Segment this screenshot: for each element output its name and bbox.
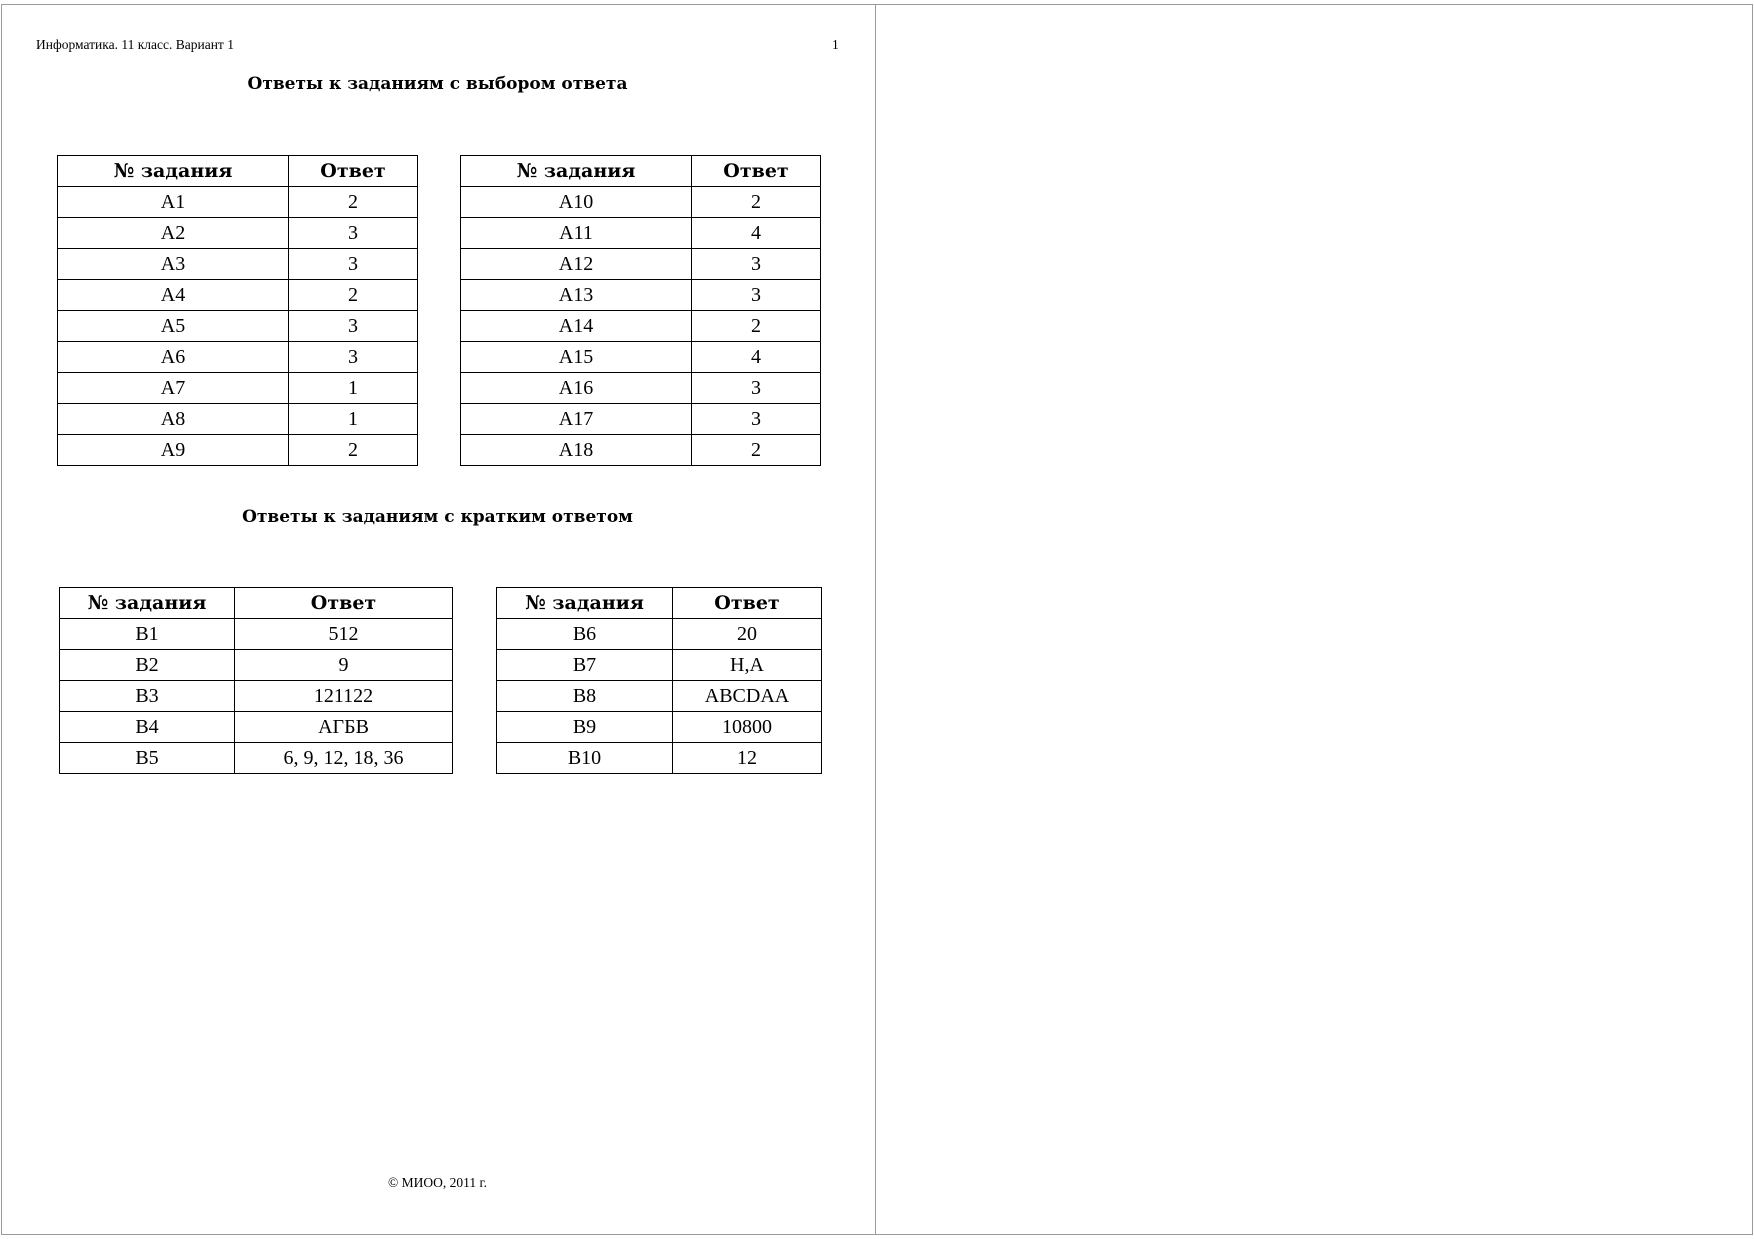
task-cell: A17 (461, 404, 692, 435)
table-row (461, 249, 821, 280)
col-header-task: № задания (58, 156, 289, 187)
answer-cell: 2 (289, 435, 418, 466)
table-row (58, 218, 418, 249)
task-cell: A9 (58, 435, 289, 466)
task-cell: B1 (60, 619, 235, 650)
task-cell: A18 (461, 435, 692, 466)
running-title: Информатика. 11 класс. Вариант 1 (36, 37, 234, 52)
table-row (461, 187, 821, 218)
table-header-row (461, 156, 821, 187)
task-cell: B7 (497, 650, 673, 681)
answer-cell: АГБВ (235, 712, 453, 743)
answer-cell: ABCDAA (673, 681, 822, 712)
answer-cell: 3 (692, 249, 821, 280)
col-header-task: № задания (60, 588, 235, 619)
task-cell: A13 (461, 280, 692, 311)
page-number: 1 (832, 37, 839, 52)
task-cell: B4 (60, 712, 235, 743)
task-cell: A8 (58, 404, 289, 435)
task-cell: B6 (497, 619, 673, 650)
col-header-task: № задания (461, 156, 692, 187)
task-cell: A6 (58, 342, 289, 373)
task-cell: B8 (497, 681, 673, 712)
answer-cell: 512 (235, 619, 453, 650)
answer-cell: 2 (692, 187, 821, 218)
table-row (497, 650, 822, 681)
answer-cell: 4 (692, 218, 821, 249)
table-row (461, 435, 821, 466)
answer-cell: 2 (289, 280, 418, 311)
col-header-answer: Ответ (289, 156, 418, 187)
table-row (461, 404, 821, 435)
answer-cell: 3 (289, 342, 418, 373)
table-row (497, 681, 822, 712)
task-cell: A1 (58, 187, 289, 218)
table-row (497, 712, 822, 743)
table-b-right (496, 587, 822, 774)
table-row (60, 650, 453, 681)
answer-cell: 2 (289, 187, 418, 218)
task-cell: A5 (58, 311, 289, 342)
task-cell: B5 (60, 743, 235, 774)
answer-cell: Н,А (673, 650, 822, 681)
col-header-answer: Ответ (673, 588, 822, 619)
answer-cell: 10800 (673, 712, 822, 743)
table-row (58, 249, 418, 280)
task-cell: A2 (58, 218, 289, 249)
section-a-title: Ответы к заданиям с выбором ответа (247, 74, 628, 94)
task-cell: A11 (461, 218, 692, 249)
table-row (60, 712, 453, 743)
task-cell: A4 (58, 280, 289, 311)
task-cell: A12 (461, 249, 692, 280)
task-cell: A16 (461, 373, 692, 404)
table-row (58, 280, 418, 311)
answer-cell: 3 (692, 280, 821, 311)
table-row (60, 743, 453, 774)
table-row (461, 218, 821, 249)
table-row (60, 681, 453, 712)
answer-cell: 121122 (235, 681, 453, 712)
table-row (461, 342, 821, 373)
col-header-answer: Ответ (235, 588, 453, 619)
task-cell: A14 (461, 311, 692, 342)
page-right-blank (875, 4, 1753, 1235)
table-row (58, 311, 418, 342)
table-header-row (497, 588, 822, 619)
table-row (58, 342, 418, 373)
answer-cell: 2 (692, 311, 821, 342)
table-b-left (59, 587, 453, 774)
task-cell: B3 (60, 681, 235, 712)
table-row (461, 280, 821, 311)
table-row (497, 743, 822, 774)
answer-cell: 1 (289, 373, 418, 404)
table-a-left (57, 155, 418, 466)
answer-cell: 3 (692, 404, 821, 435)
col-header-answer: Ответ (692, 156, 821, 187)
table-a-right (460, 155, 821, 466)
table-row (497, 619, 822, 650)
answer-cell: 3 (289, 311, 418, 342)
answer-cell: 3 (692, 373, 821, 404)
answer-cell: 2 (692, 435, 821, 466)
answer-cell: 9 (235, 650, 453, 681)
table-row (58, 187, 418, 218)
answer-cell: 6, 9, 12, 18, 36 (235, 743, 453, 774)
section-b-title: Ответы к заданиям с кратким ответом (242, 507, 633, 527)
table-row (461, 311, 821, 342)
task-cell: B9 (497, 712, 673, 743)
table-header-row (58, 156, 418, 187)
task-cell: A7 (58, 373, 289, 404)
answer-cell: 3 (289, 249, 418, 280)
answer-cell: 12 (673, 743, 822, 774)
answer-cell: 20 (673, 619, 822, 650)
table-row (58, 373, 418, 404)
col-header-task: № задания (497, 588, 673, 619)
table-row (461, 373, 821, 404)
table-row (58, 404, 418, 435)
answer-cell: 4 (692, 342, 821, 373)
answer-cell: 3 (289, 218, 418, 249)
table-row (58, 435, 418, 466)
answer-cell: 1 (289, 404, 418, 435)
task-cell: A3 (58, 249, 289, 280)
task-cell: A15 (461, 342, 692, 373)
copyright-footer: © МИОО, 2011 г. (388, 1175, 487, 1190)
task-cell: A10 (461, 187, 692, 218)
table-row (60, 619, 453, 650)
task-cell: B10 (497, 743, 673, 774)
table-header-row (60, 588, 453, 619)
task-cell: B2 (60, 650, 235, 681)
